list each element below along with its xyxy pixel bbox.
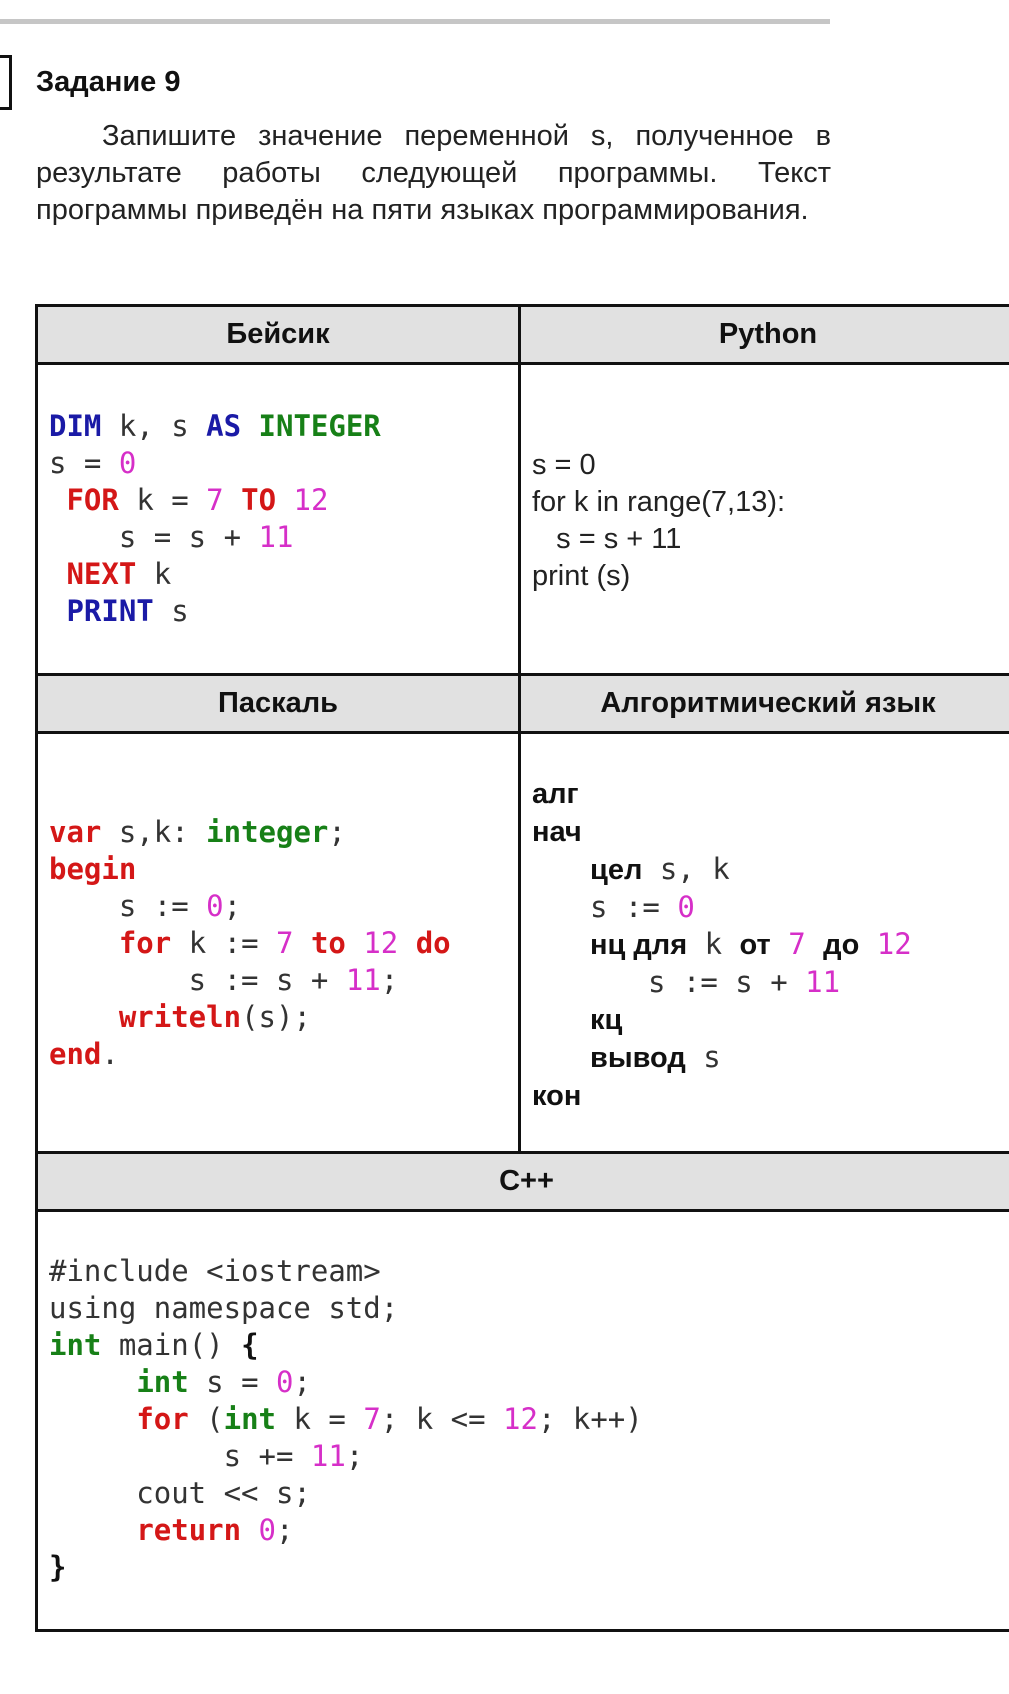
pascal-text: ; — [380, 963, 399, 997]
cpp-text: ; k <= — [380, 1402, 504, 1436]
header-algo: Алгоритмический язык — [520, 675, 1009, 733]
basic-kw: INTEGER — [258, 409, 381, 443]
cpp-number: 12 — [503, 1402, 538, 1436]
basic-number: 11 — [258, 520, 294, 554]
pascal-text — [49, 926, 119, 960]
cpp-text: ; — [345, 1439, 364, 1473]
pascal-kw: to — [310, 926, 346, 960]
cpp-text: #include <iostream> — [49, 1254, 381, 1288]
cpp-text — [49, 1402, 136, 1436]
cpp-text: ; — [293, 1365, 311, 1399]
cpp-code — [38, 1212, 1009, 1586]
algo-number: 12 — [876, 927, 912, 961]
cpp-text: ; — [276, 1513, 294, 1547]
algo-kw: нц для — [590, 929, 688, 961]
basic-text: s = s + — [49, 520, 259, 554]
cpp-text: s += — [49, 1439, 311, 1473]
cpp-text: s = — [188, 1365, 277, 1399]
basic-text: k, s — [101, 409, 207, 443]
cpp-kw: for — [136, 1402, 189, 1436]
algo-kw: до — [823, 929, 860, 961]
basic-text — [241, 409, 258, 443]
algo-text — [771, 927, 788, 961]
algo-kw: кц — [590, 1004, 623, 1036]
algo-number: 0 — [677, 890, 695, 924]
algo-text: s := s + — [648, 965, 806, 999]
python-line: s = s + 11 — [532, 523, 682, 555]
pascal-number: 0 — [206, 889, 224, 923]
basic-text: s = — [49, 446, 119, 480]
algo-number: 11 — [805, 965, 841, 999]
pascal-number: 12 — [363, 926, 399, 960]
pascal-kw: end — [49, 1037, 102, 1071]
header-pascal: Паскаль — [37, 675, 520, 733]
pascal-text: ; — [328, 815, 346, 849]
header-basic: Бейсик — [37, 306, 520, 364]
pascal-text: s,k: — [101, 815, 207, 849]
cpp-text: k = — [276, 1402, 364, 1436]
algo-lines — [532, 775, 1009, 1115]
algo-text: s — [685, 1040, 721, 1074]
task-marker-box — [0, 55, 12, 110]
basic-text: k — [136, 557, 172, 591]
pascal-text — [398, 926, 415, 960]
cpp-number: 11 — [310, 1439, 346, 1473]
python-cell — [520, 364, 1009, 675]
algo-kw: алг — [532, 778, 579, 810]
basic-number: 7 — [206, 483, 224, 517]
algo-cell — [520, 733, 1009, 1153]
cpp-brace: { — [241, 1328, 259, 1362]
pascal-kw: writeln — [118, 1000, 242, 1034]
cpp-text: using namespace std; — [49, 1291, 399, 1325]
cpp-text: cout << s; — [49, 1476, 311, 1510]
python-line: s = 0 — [532, 449, 596, 481]
pascal-cell — [37, 733, 520, 1153]
top-divider — [0, 19, 830, 24]
header-python: Python — [520, 306, 1009, 364]
task-text: Запишите значение переменной s, полученное в результате работы следующей программы. Текст программы приведён на пяти языках программирования. — [36, 120, 831, 226]
python-line: for k in range(7,13): — [532, 486, 786, 518]
pascal-number: 7 — [276, 926, 294, 960]
cpp-number: 7 — [363, 1402, 381, 1436]
pascal-kw: var — [49, 815, 102, 849]
basic-number: 12 — [293, 483, 329, 517]
basic-kw: NEXT — [66, 557, 137, 591]
pascal-kw: begin — [49, 852, 137, 886]
task-title: Задание 9 — [36, 66, 181, 98]
python-line: print (s) — [532, 560, 631, 592]
basic-text: s — [153, 594, 189, 628]
cpp-number: 0 — [258, 1513, 277, 1547]
cpp-kw: int — [49, 1328, 102, 1362]
algo-text — [859, 927, 876, 961]
basic-code — [38, 365, 518, 630]
basic-text — [224, 483, 241, 517]
pascal-text — [293, 926, 310, 960]
pascal-text: . — [101, 1037, 119, 1071]
cpp-text — [49, 1365, 136, 1399]
cpp-kw: return — [136, 1513, 242, 1547]
pascal-number: 11 — [345, 963, 381, 997]
pascal-code — [38, 734, 518, 1073]
pascal-text — [49, 1000, 119, 1034]
cpp-text: ( — [188, 1402, 224, 1436]
cpp-text: ; k++) — [537, 1402, 643, 1436]
code-table — [35, 304, 1009, 1632]
basic-kw: PRINT — [66, 594, 154, 628]
cpp-number: 0 — [276, 1365, 294, 1399]
algo-text — [806, 927, 823, 961]
pascal-text: ; — [223, 889, 242, 923]
algo-kw: вывод — [590, 1042, 686, 1074]
basic-kw: DIM — [49, 409, 102, 443]
pascal-text — [346, 926, 363, 960]
basic-kw: AS — [206, 409, 242, 443]
header-cpp: С++ — [37, 1153, 1009, 1211]
basic-kw: FOR — [66, 483, 119, 517]
pascal-kw: integer — [206, 815, 329, 849]
basic-text — [276, 483, 293, 517]
algo-kw: цел — [590, 854, 643, 886]
cpp-text: main() — [101, 1328, 242, 1362]
algo-text: k — [687, 927, 740, 961]
basic-number: 0 — [118, 446, 137, 480]
basic-text: k = — [118, 483, 207, 517]
basic-text — [49, 483, 66, 517]
cpp-text — [241, 1513, 258, 1547]
python-code — [521, 365, 1009, 595]
basic-text — [49, 557, 66, 591]
cpp-kw: int — [136, 1365, 189, 1399]
pascal-kw: do — [415, 926, 451, 960]
algo-text: s, k — [642, 852, 730, 886]
cpp-text — [49, 1513, 136, 1547]
cpp-cell — [37, 1211, 1009, 1631]
cpp-kw: int — [223, 1402, 277, 1436]
pascal-text: s := s + — [49, 963, 346, 997]
pascal-kw: for — [118, 926, 172, 960]
algo-kw: кон — [532, 1080, 582, 1112]
cpp-brace: } — [49, 1550, 67, 1584]
pascal-text: (s); — [241, 1000, 311, 1034]
basic-cell — [37, 364, 520, 675]
basic-kw: TO — [241, 483, 277, 517]
algo-number: 7 — [788, 927, 806, 961]
algo-text: s := — [590, 890, 678, 924]
algo-kw: нач — [532, 816, 582, 848]
algo-code — [521, 734, 1009, 1115]
pascal-text: k := — [171, 926, 276, 960]
basic-text — [49, 594, 66, 628]
algo-kw: от — [739, 929, 771, 961]
pascal-text: s := — [49, 889, 207, 923]
